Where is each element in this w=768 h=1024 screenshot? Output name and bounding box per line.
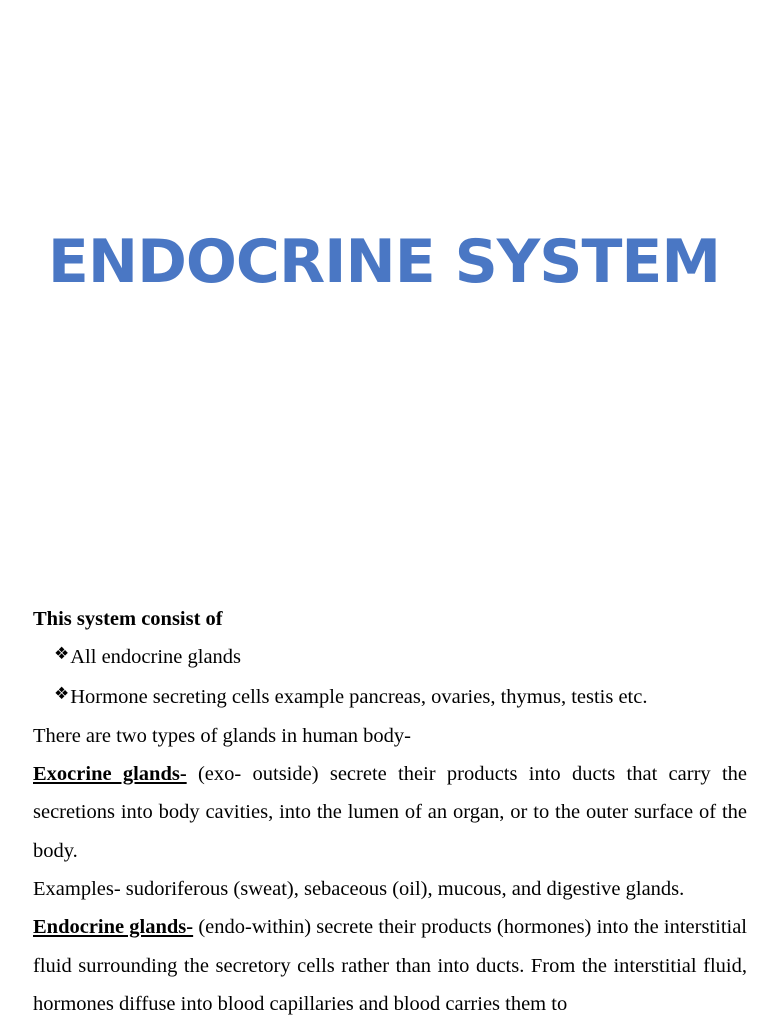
examples-line: Examples- sudoriferous (sweat), sebaceous (oil), mucous, and digestive glands. — [33, 878, 685, 901]
intro-heading: This system consist of — [33, 608, 223, 630]
glands-types-line: There are two types of glands in human body- — [33, 724, 412, 747]
document-body — [33, 600, 747, 1023]
diamond-bullet-icon: ❖ — [54, 683, 70, 704]
exocrine-text: (exo- outside) secrete their products into ducts that carry the secretions into body cavities, into the lumen of an organ, or to the outer surface of the body. — [33, 763, 747, 862]
diamond-bullet-icon: ❖ — [54, 644, 70, 665]
list-item — [33, 638, 747, 677]
document-title: ENDOCRINE SYSTEM — [47, 227, 721, 297]
endocrine-term: Endocrine glands- — [33, 916, 194, 939]
endocrine-paragraph — [33, 908, 747, 1023]
list-item — [33, 678, 747, 717]
list-item-text: Hormone secreting cells example pancreas, ovaries, thymus, testis etc. — [70, 685, 648, 708]
exocrine-term: Exocrine glands- — [33, 763, 187, 786]
endocrine-text: (endo-within) secrete their products (hormones) into the interstitial fluid surrounding the secretory cells rather than into ducts. From the interstitial fluid, hormones diffuse into blood capillaries and blood carries them to — [33, 916, 748, 1015]
list-item-text: All endocrine glands — [70, 646, 242, 669]
exocrine-paragraph — [33, 755, 747, 870]
